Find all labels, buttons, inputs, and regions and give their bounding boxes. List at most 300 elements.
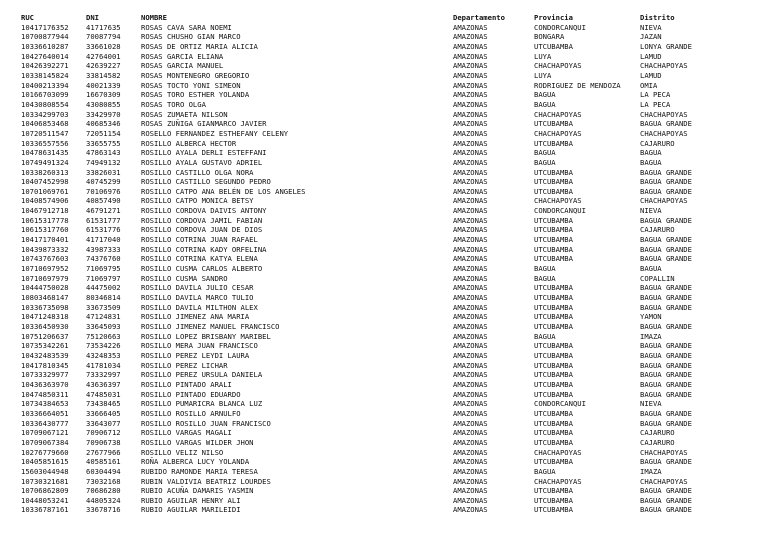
dni-cell: 70686280 [86, 486, 121, 496]
provincia-cell: CHACHAPOYAS [534, 61, 582, 71]
departamento-cell: AMAZONAS [453, 341, 488, 351]
departamento-cell: AMAZONAS [453, 322, 488, 331]
provincia-cell: UTCUBAMBA [534, 225, 573, 235]
dni-cell: 47485031 [86, 389, 121, 399]
departamento-cell: AMAZONAS [453, 254, 488, 264]
dni-cell: 42764001 [86, 51, 121, 61]
provincia-cell: CONDORCANQUI [534, 399, 586, 409]
distrito-cell: BAGUA GRANDE [640, 254, 692, 264]
distrito-cell: BAGUA GRANDE [640, 418, 692, 428]
provincia-cell: CHACHAPOYAS [534, 476, 582, 486]
table-row [21, 90, 761, 100]
departamento-cell: AMAZONAS [453, 457, 488, 467]
ruc-cell: 10709067384 [21, 437, 69, 447]
distrito-cell: BAGUA GRANDE [640, 350, 692, 360]
ruc-cell: 10430808554 [21, 99, 69, 109]
provincia-cell: BAGUA [534, 157, 556, 167]
dni-cell: 70106976 [86, 186, 121, 196]
departamento-cell: AMAZONAS [453, 22, 488, 32]
departamento-cell: AMAZONAS [453, 399, 488, 409]
departamento-cell: AMAZONAS [453, 350, 488, 360]
dni-cell: 40745299 [86, 177, 121, 187]
provincia-cell: UTCUBAMBA [534, 167, 573, 177]
ruc-cell: 10448053241 [21, 495, 69, 505]
provincia-cell: UTCUBAMBA [534, 418, 573, 428]
distrito-cell: CHACHAPOYAS [640, 476, 688, 486]
nombre-cell: ROSILLO CORDOVA JAMIL FABIAN [141, 215, 263, 225]
nombre-cell: ROSAS TORO ESTHER YOLANDA [141, 90, 250, 100]
dni-cell: 44475002 [86, 283, 121, 293]
dni-cell: 70087794 [86, 32, 121, 42]
provincia-cell: UTCUBAMBA [534, 293, 573, 303]
provincia-cell: UTCUBAMBA [534, 119, 573, 129]
ruc-cell: 10700877944 [21, 32, 69, 42]
nombre-cell: RUBIDO RAMONDE MARIA TERESA [141, 466, 258, 476]
nombre-cell: ROSAS TOCTO YONI SIMEON [141, 80, 241, 90]
table-row [21, 370, 761, 380]
table-row [21, 361, 761, 371]
nombre-cell: ROÑA ALBERCA LUCY YOLANDA [141, 457, 250, 467]
column-header-departamento: Departamento [453, 13, 505, 22]
ruc-cell: 10467912718 [21, 206, 69, 216]
dni-cell: 71069795 [86, 264, 121, 274]
dni-cell: 41781034 [86, 360, 121, 370]
column-header-provincia: Provincia [534, 13, 573, 22]
table-row [21, 52, 761, 62]
nombre-cell: ROSILLO COTRINA KADY ORFELINA [141, 244, 267, 254]
dni-cell: 80346814 [86, 293, 121, 303]
ruc-cell: 10743767603 [21, 254, 69, 264]
table-row [21, 505, 761, 515]
dni-cell: 44805324 [86, 495, 121, 505]
distrito-cell: COPALLIN [640, 273, 675, 283]
distrito-cell: LAMUD [640, 51, 662, 61]
distrito-cell: CHACHAPOYAS [640, 109, 688, 119]
provincia-cell: UTCUBAMBA [534, 244, 573, 254]
ruc-cell: 10400213394 [21, 80, 69, 90]
ruc-cell: 10432483539 [21, 350, 69, 360]
table-row [21, 351, 761, 361]
departamento-cell: AMAZONAS [453, 32, 488, 42]
departamento-cell: AMAZONAS [453, 186, 488, 196]
table-row [21, 225, 761, 235]
dni-cell: 33666405 [86, 408, 121, 418]
ruc-cell: 10336787161 [21, 505, 69, 515]
distrito-cell: BAGUA GRANDE [640, 167, 692, 177]
distrito-cell: BAGUA GRANDE [640, 486, 692, 496]
departamento-cell: AMAZONAS [453, 70, 488, 80]
dni-cell: 33643077 [86, 418, 121, 428]
departamento-cell: AMAZONAS [453, 486, 488, 496]
departamento-cell: AMAZONAS [453, 447, 488, 457]
distrito-cell: BAGUA GRANDE [640, 379, 692, 389]
nombre-cell: ROSILLO PEREZ LEYDI LAURA [141, 350, 250, 360]
departamento-cell: AMAZONAS [453, 408, 488, 418]
departamento-cell: AMAZONAS [453, 360, 488, 370]
departamento-cell: AMAZONAS [453, 312, 488, 322]
nombre-cell: ROSILLO CORDOVA DAIVIS ANTONY [141, 206, 267, 216]
nombre-cell: ROSILLO DAVILA MARCO TULIO [141, 293, 254, 303]
ruc-cell: 10276779660 [21, 447, 69, 457]
provincia-cell: UTCUBAMBA [534, 138, 573, 148]
ruc-cell: 10334299703 [21, 109, 69, 119]
distrito-cell: CAJARURO [640, 138, 675, 148]
distrito-cell: BAGUA GRANDE [640, 283, 692, 293]
ruc-cell: 10706862809 [21, 486, 69, 496]
table-row [21, 168, 761, 178]
dni-cell: 74949132 [86, 157, 121, 167]
ruc-cell: 10417170401 [21, 235, 69, 245]
distrito-cell: CAJARURO [640, 225, 675, 235]
table-row [21, 206, 761, 216]
table-row [21, 129, 761, 139]
provincia-cell: BAGUA [534, 466, 556, 476]
provincia-cell: UTCUBAMBA [534, 341, 573, 351]
nombre-cell: ROSILLO AYALA DERLI ESTEFFANI [141, 148, 267, 158]
dni-cell: 33429970 [86, 109, 121, 119]
table-row [21, 216, 761, 226]
ruc-cell: 10426392271 [21, 61, 69, 71]
table-row [21, 158, 761, 168]
nombre-cell: ROSAS ZUMAETA NILSON [141, 109, 228, 119]
distrito-cell: YAMON [640, 312, 662, 322]
departamento-cell: AMAZONAS [453, 283, 488, 293]
ruc-cell: 10478631435 [21, 148, 69, 158]
provincia-cell: CHACHAPOYAS [534, 196, 582, 206]
ruc-cell: 10749491324 [21, 157, 69, 167]
table-row [21, 399, 761, 409]
nombre-cell: ROSAS MONTENEGRO GREGORIO [141, 70, 250, 80]
dni-cell: 61531776 [86, 225, 121, 235]
table-row [21, 23, 761, 33]
ruc-cell: 10474850311 [21, 389, 69, 399]
departamento-cell: AMAZONAS [453, 90, 488, 100]
dni-cell: 33645093 [86, 322, 121, 331]
dni-cell: 70906738 [86, 437, 121, 447]
ruc-cell: 10615317760 [21, 225, 69, 235]
nombre-cell: ROSAS CAVA SARA NOEMI [141, 22, 232, 32]
departamento-cell: AMAZONAS [453, 128, 488, 138]
nombre-cell: RUBIN VALDIVIA BEATRIZ LOURDES [141, 476, 271, 486]
provincia-cell: CONDORCANQUI [534, 22, 586, 32]
table-row [21, 254, 761, 264]
nombre-cell: ROSILLO DAVILA JULIO CESAR [141, 283, 254, 293]
table-row [21, 496, 761, 506]
table-row [21, 419, 761, 429]
distrito-cell: JAZAN [640, 32, 662, 42]
dni-cell: 33661028 [86, 41, 121, 51]
dni-cell: 60304494 [86, 466, 121, 476]
departamento-cell: AMAZONAS [453, 41, 488, 51]
provincia-cell: UTCUBAMBA [534, 437, 573, 447]
departamento-cell: AMAZONAS [453, 389, 488, 399]
departamento-cell: AMAZONAS [453, 167, 488, 177]
ruc-cell: 10427640014 [21, 51, 69, 61]
dni-cell: 47124831 [86, 312, 121, 322]
ruc-cell: 10734384653 [21, 399, 69, 409]
nombre-cell: ROSILLO PINTADO ARALI [141, 379, 232, 389]
nombre-cell: ROSILLO ROSILLO JUAN FRANCISCO [141, 418, 271, 428]
nombre-cell: ROSILLO VARGAS WILDER JHON [141, 437, 254, 447]
table-row [21, 110, 761, 120]
ruc-cell: 10720511547 [21, 128, 69, 138]
distrito-cell: CHACHAPOYAS [640, 196, 688, 206]
provincia-cell: UTCUBAMBA [534, 215, 573, 225]
nombre-cell: ROSILLO COTRINA KATYA ELENA [141, 254, 258, 264]
provincia-cell: UTCUBAMBA [534, 41, 573, 51]
departamento-cell: AMAZONAS [453, 177, 488, 187]
nombre-cell: ROSILLO AYALA GUSTAVO ADRIEL [141, 157, 263, 167]
departamento-cell: AMAZONAS [453, 370, 488, 380]
provincia-cell: BAGUA [534, 331, 556, 341]
dni-cell: 73534226 [86, 341, 121, 351]
nombre-cell: ROSILLO PEREZ LICHAR [141, 360, 228, 370]
nombre-cell: ROSILLO CUSMA SANDRO [141, 273, 228, 283]
provincia-cell: UTCUBAMBA [534, 495, 573, 505]
provincia-cell: UTCUBAMBA [534, 370, 573, 380]
distrito-cell: BAGUA GRANDE [640, 341, 692, 351]
distrito-cell: NIEVA [640, 399, 662, 409]
nombre-cell: ROSILLO ALBERCA HECTOR [141, 138, 237, 148]
table-row [21, 187, 761, 197]
nombre-cell: ROSILLO CATPO ANA BELÉN DE LOS ANGELES [141, 186, 306, 196]
ruc-cell: 10439873332 [21, 244, 69, 254]
distrito-cell: CHACHAPOYAS [640, 61, 688, 71]
departamento-cell: AMAZONAS [453, 495, 488, 505]
distrito-cell: BAGUA GRANDE [640, 495, 692, 505]
table-row [21, 61, 761, 71]
column-header-ruc: RUC [21, 13, 34, 22]
ruc-cell: 10436363970 [21, 379, 69, 389]
dni-cell: 40021339 [86, 80, 121, 90]
departamento-cell: AMAZONAS [453, 157, 488, 167]
table-row [21, 428, 761, 438]
nombre-cell: ROSILLO PUMARICRA BLANCA LUZ [141, 399, 263, 409]
ruc-cell: 10615317778 [21, 215, 69, 225]
dni-cell: 61531777 [86, 215, 121, 225]
table-row [21, 312, 761, 322]
departamento-cell: AMAZONAS [453, 61, 488, 71]
column-header-dni: DNI [86, 13, 99, 22]
distrito-cell: LA PECA [640, 99, 671, 109]
table-row [21, 196, 761, 206]
table-row [21, 264, 761, 274]
table-row [21, 409, 761, 419]
distrito-cell: CAJARURO [640, 437, 675, 447]
dni-cell: 40585161 [86, 457, 121, 467]
nombre-cell: ROSILLO MERA JUAN FRANCISCO [141, 341, 258, 351]
dni-cell: 73332997 [86, 370, 121, 380]
departamento-cell: AMAZONAS [453, 273, 488, 283]
table-row [21, 42, 761, 52]
departamento-cell: AMAZONAS [453, 244, 488, 254]
ruc-cell: 10417810345 [21, 360, 69, 370]
nombre-cell: ROSAS ZUÑIGA GIANMARCO JAVIER [141, 119, 267, 129]
nombre-cell: ROSILLO JIMENEZ ANA MARIA [141, 312, 250, 322]
table-row [21, 148, 761, 158]
provincia-cell: UTCUBAMBA [534, 283, 573, 293]
dni-cell: 70906712 [86, 428, 121, 438]
dni-cell: 43987333 [86, 244, 121, 254]
nombre-cell: RUBIO AGUILAR HENRY ALI [141, 495, 241, 505]
distrito-cell: CAJARURO [640, 428, 675, 438]
ruc-cell: 10710697979 [21, 273, 69, 283]
nombre-cell: RUBIO ACUÑA DAMARIS YASMIN [141, 486, 254, 496]
distrito-cell: BAGUA GRANDE [640, 389, 692, 399]
nombre-cell: ROSILLO CASTILLO OLGA NORA [141, 167, 254, 177]
dni-cell: 33814582 [86, 70, 121, 80]
ruc-cell: 10336735098 [21, 302, 69, 312]
distrito-cell: LAMUD [640, 70, 662, 80]
provincia-cell: UTCUBAMBA [534, 254, 573, 264]
dni-cell: 72051154 [86, 128, 121, 138]
departamento-cell: AMAZONAS [453, 418, 488, 428]
departamento-cell: AMAZONAS [453, 196, 488, 206]
departamento-cell: AMAZONAS [453, 264, 488, 274]
nombre-cell: ROSILLO CATPO MONICA BETSY [141, 196, 254, 206]
dni-cell: 73032168 [86, 476, 121, 486]
ruc-cell: 10336557556 [21, 138, 69, 148]
nombre-cell: ROSILLO JIMENEZ MANUEL FRANCISCO [141, 322, 280, 331]
table-row [21, 322, 761, 332]
ruc-cell: 10407452998 [21, 177, 69, 187]
column-header-distrito: Distrito [640, 13, 675, 22]
table-row [21, 119, 761, 129]
dni-cell: 41717635 [86, 22, 121, 32]
provincia-cell: UTCUBAMBA [534, 350, 573, 360]
table-row [21, 139, 761, 149]
nombre-cell: ROSILLO PINTADO EDUARDO [141, 389, 241, 399]
ruc-cell: 10406853468 [21, 119, 69, 129]
table-row [21, 341, 761, 351]
table-row [21, 177, 761, 187]
nombre-cell: ROSILLO VARGAS MAGALI [141, 428, 232, 438]
provincia-cell: CONDORCANQUI [534, 206, 586, 216]
ruc-cell: 10710697952 [21, 264, 69, 274]
provincia-cell: BAGUA [534, 90, 556, 100]
departamento-cell: AMAZONAS [453, 51, 488, 61]
distrito-cell: BAGUA GRANDE [640, 505, 692, 515]
nombre-cell: ROSILLO CUSMA CARLOS ALBERTO [141, 264, 263, 274]
dni-cell: 74376760 [86, 254, 121, 264]
dni-cell: 43248353 [86, 350, 121, 360]
dni-cell: 33826031 [86, 167, 121, 177]
provincia-cell: UTCUBAMBA [534, 186, 573, 196]
departamento-cell: AMAZONAS [453, 302, 488, 312]
nombre-cell: ROSAS CHUSHO GIAN MARCO [141, 32, 241, 42]
distrito-cell: BAGUA [640, 157, 662, 167]
nombre-cell: ROSELLO FERNANDEZ ESTHEFANY CELENY [141, 128, 289, 138]
dni-cell: 43636397 [86, 379, 121, 389]
dni-cell: 42639227 [86, 61, 121, 71]
provincia-cell: LUYA [534, 70, 552, 80]
ruc-cell: 10751206637 [21, 331, 69, 341]
departamento-cell: AMAZONAS [453, 99, 488, 109]
table-row [21, 448, 761, 458]
ruc-cell: 10471248318 [21, 312, 69, 322]
departamento-cell: AMAZONAS [453, 466, 488, 476]
provincia-cell: BAGUA [534, 264, 556, 274]
table-row [21, 380, 761, 390]
ruc-cell: 10709067121 [21, 428, 69, 438]
departamento-cell: AMAZONAS [453, 206, 488, 216]
table-row [21, 81, 761, 91]
departamento-cell: AMAZONAS [453, 80, 488, 90]
provincia-cell: BAGUA [534, 99, 556, 109]
departamento-cell: AMAZONAS [453, 225, 488, 235]
provincia-cell: UTCUBAMBA [534, 302, 573, 312]
provincia-cell: UTCUBAMBA [534, 505, 573, 515]
distrito-cell: BAGUA GRANDE [640, 177, 692, 187]
ruc-cell: 10405851615 [21, 457, 69, 467]
distrito-cell: IMAZA [640, 331, 662, 341]
provincia-cell: UTCUBAMBA [534, 457, 573, 467]
nombre-cell: ROSAS GARCIA ELIANA [141, 51, 224, 61]
taxpayer-table [21, 13, 761, 515]
dni-cell: 16670309 [86, 90, 121, 100]
distrito-cell: BAGUA GRANDE [640, 293, 692, 303]
nombre-cell: ROSILLO ROSILLO ARNULFO [141, 408, 241, 418]
departamento-cell: AMAZONAS [453, 293, 488, 303]
ruc-cell: 10733329977 [21, 370, 69, 380]
table-row [21, 245, 761, 255]
nombre-cell: ROSILLO LOPEZ BRISBANY MARIBEL [141, 331, 271, 341]
ruc-cell: 10166703099 [21, 90, 69, 100]
provincia-cell: LUYA [534, 51, 552, 61]
nombre-cell: ROSILLO COTRINA JUAN RAFAEL [141, 235, 258, 245]
provincia-cell: BAGUA [534, 148, 556, 158]
dni-cell: 41717040 [86, 235, 121, 245]
dni-cell: 46791271 [86, 206, 121, 216]
distrito-cell: BAGUA GRANDE [640, 186, 692, 196]
nombre-cell: ROSILLO PEREZ URSULA DANIELA [141, 370, 263, 380]
nombre-cell: ROSILLO CASTILLO SEGUNDO PEDRO [141, 177, 271, 187]
distrito-cell: LONYA GRANDE [640, 41, 692, 51]
provincia-cell: UTCUBAMBA [534, 486, 573, 496]
table-row [21, 438, 761, 448]
ruc-cell: 10417176352 [21, 22, 69, 32]
departamento-cell: AMAZONAS [453, 215, 488, 225]
table-row [21, 390, 761, 400]
ruc-cell: 10701069761 [21, 186, 69, 196]
table-row [21, 293, 761, 303]
dni-cell: 75120663 [86, 331, 121, 341]
provincia-cell: CHACHAPOYAS [534, 128, 582, 138]
distrito-cell: BAGUA GRANDE [640, 360, 692, 370]
departamento-cell: AMAZONAS [453, 109, 488, 119]
column-header-nombre: NOMBRE [141, 13, 167, 22]
table-row [21, 486, 761, 496]
dni-cell: 33678716 [86, 505, 121, 515]
provincia-cell: UTCUBAMBA [534, 177, 573, 187]
departamento-cell: AMAZONAS [453, 331, 488, 341]
dni-cell: 43080855 [86, 99, 121, 109]
distrito-cell: BAGUA [640, 264, 662, 274]
dni-cell: 33673509 [86, 302, 121, 312]
ruc-cell: 10408574906 [21, 196, 69, 206]
distrito-cell: BAGUA GRANDE [640, 244, 692, 254]
table-row [21, 457, 761, 467]
distrito-cell: NIEVA [640, 206, 662, 216]
dni-cell: 47863143 [86, 148, 121, 158]
departamento-cell: AMAZONAS [453, 138, 488, 148]
provincia-cell: UTCUBAMBA [534, 360, 573, 370]
document-page [21, 13, 761, 515]
nombre-cell: ROSAS DE ORTIZ MARIA ALICIA [141, 41, 258, 51]
ruc-cell: 10338260313 [21, 167, 69, 177]
distrito-cell: BAGUA GRANDE [640, 370, 692, 380]
distrito-cell: CHACHAPOYAS [640, 447, 688, 457]
